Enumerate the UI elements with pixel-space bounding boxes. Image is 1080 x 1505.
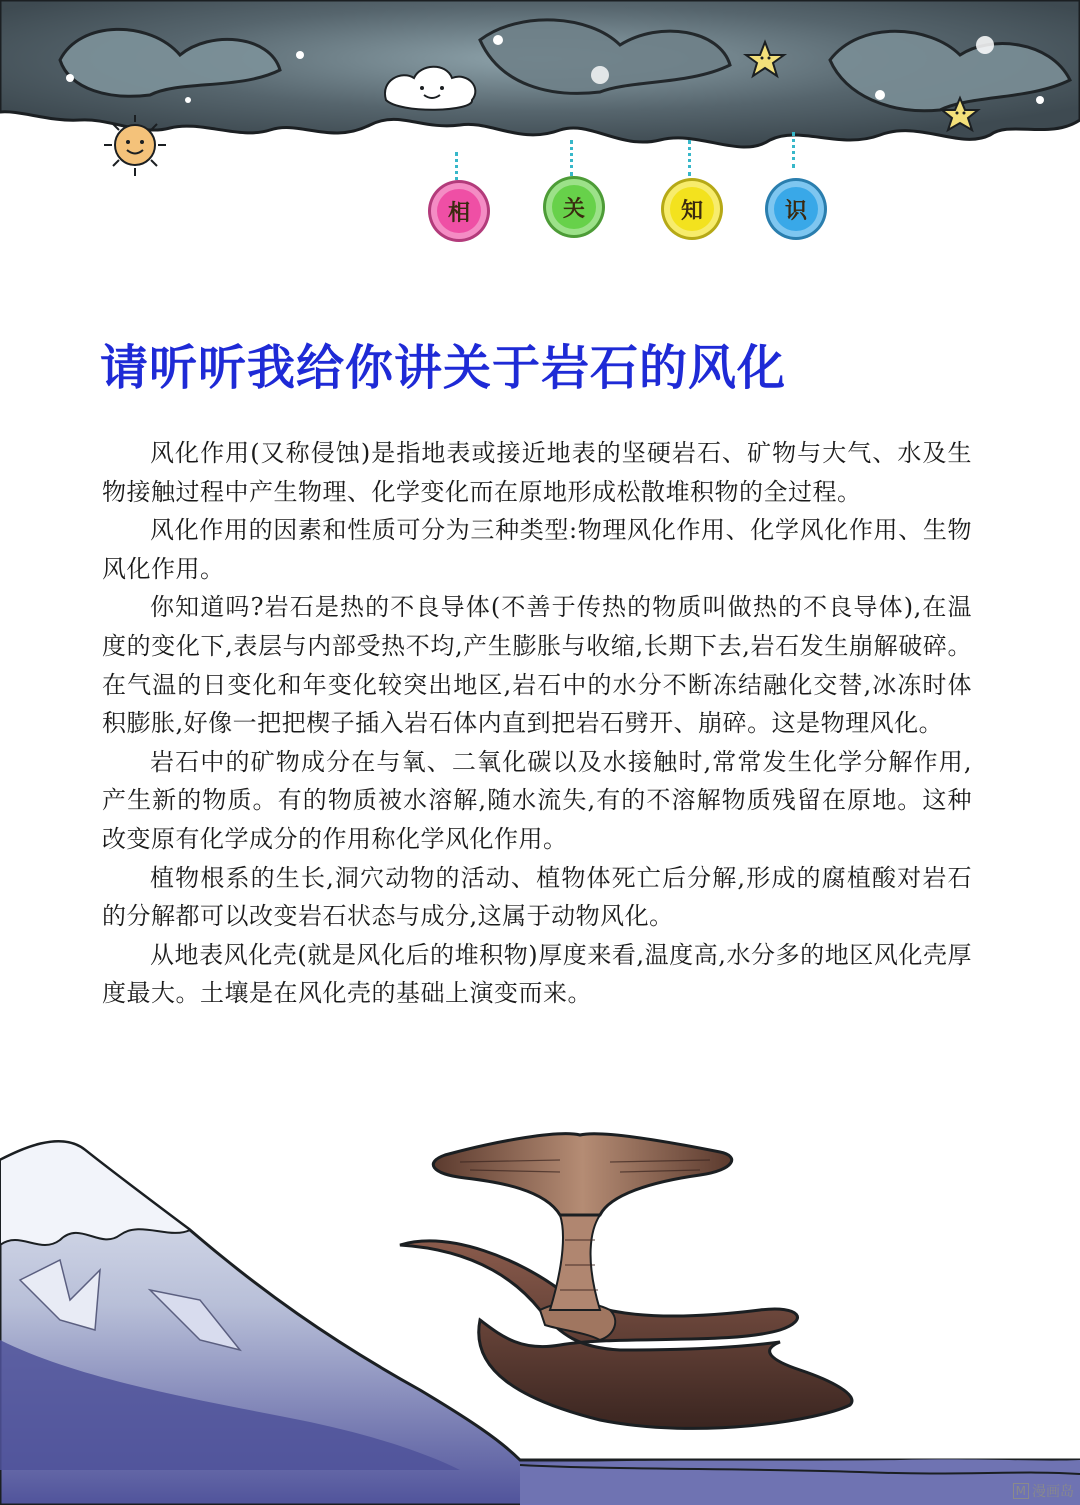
badge-zhi: 知 [661, 178, 723, 240]
paragraph: 你知道吗?岩石是热的不良导体(不善于传热的物质叫做热的不良导体),在温度的变化下,表层与内部受热不均,产生膨胀与收缩,长期下去,岩石发生崩解破碎。在气温的日变化和年变化较突出地区,岩石中的水分不断冻结融化交替,冰冻时体积膨胀,好像一把把楔子插入岩石体内直到把岩石劈开、崩碎。这是物理风化。 [102, 593, 972, 738]
page-title: 请听听我给你讲关于岩石的风化 [100, 340, 787, 396]
badge-string [688, 140, 691, 176]
badge-guan: 关 [543, 176, 605, 238]
watermark [1013, 1481, 1074, 1501]
paragraph: 风化作用的因素和性质可分为三种类型:物理风化作用、化学风化作用、生物风化作用。 [102, 516, 972, 583]
watermark-text: 漫画岛 [1032, 1484, 1074, 1500]
badge-shi: 识 [765, 178, 827, 240]
badge-string [570, 140, 573, 176]
landscape-illustration [0, 1120, 1080, 1505]
section-badges [0, 0, 1080, 260]
watermark-logo: M [1013, 1483, 1029, 1499]
paragraph: 植物根系的生长,洞穴动物的活动、植物体死亡后分解,形成的腐植酸对岩石的分解都可以改变岩石状态与成分,这属于动物风化。 [102, 863, 972, 931]
paragraph: 岩石中的矿物成分在与氧、二氧化碳以及水接触时,常常发生化学分解作用,产生新的物质。有的物质被水溶解,随水流失,有的不溶解物质残留在原地。这种改变原有化学成分的作用称化学风化作用。 [102, 747, 972, 853]
paragraph: 从地表风化壳(就是风化后的堆积物)厚度来看,温度高,水分多的地区风化壳厚度最大。土壤是在风化壳的基础上演变而来。 [102, 940, 972, 1008]
badge-string [792, 132, 795, 168]
article-body [102, 434, 972, 1013]
paragraph: 风化作用(又称侵蚀)是指地表或接近地表的坚硬岩石、矿物与大气、水及生物接触过程中产生物理、化学变化而在原地形成松散堆积物的全过程。 [102, 439, 972, 506]
mushroom-rock-illustration [400, 1134, 852, 1429]
badge-xiang: 相 [428, 180, 490, 242]
